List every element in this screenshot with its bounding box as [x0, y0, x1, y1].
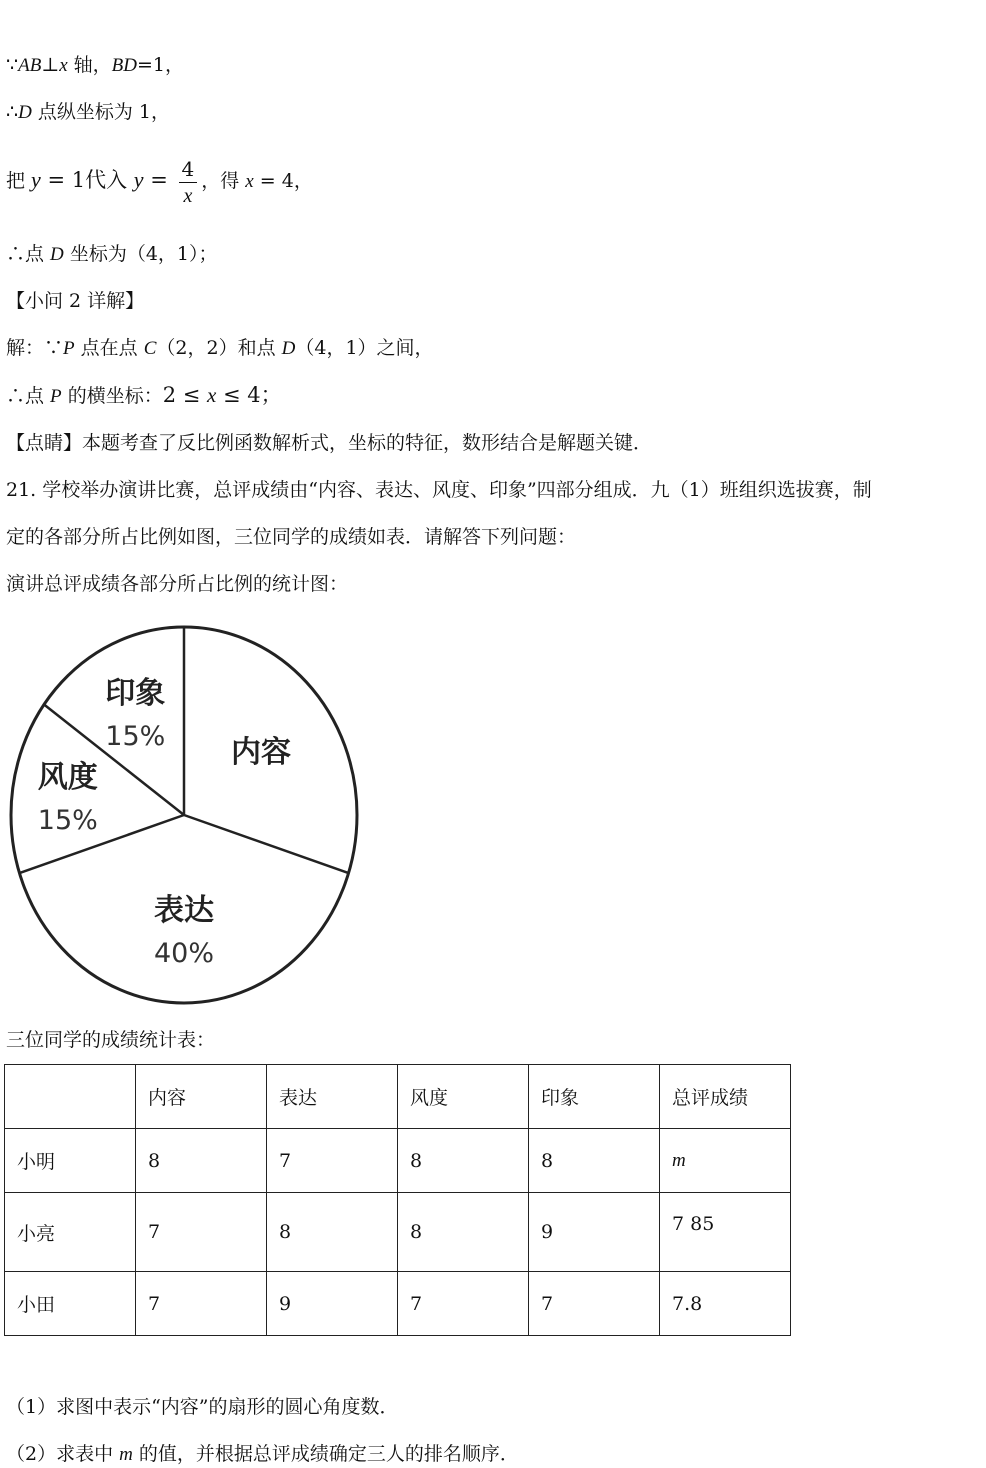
line-p-between: 解：∵P 点在点 C（2，2）和点 D（4，1）之间，	[6, 337, 434, 359]
table-header-row	[5, 1065, 791, 1129]
student-name: 小亮	[5, 1193, 136, 1272]
chart-caption: 演讲总评成绩各部分所占比例的统计图：	[6, 573, 349, 595]
scores-table	[4, 1064, 791, 1336]
pie-slice-label: 内容	[230, 735, 291, 771]
line-d-coordinate: ∴点 D 坐标为（4，1）；	[6, 243, 218, 265]
pie-slice-value: 15%	[37, 805, 98, 837]
subquestion-2-heading: 【小问 2 详解】	[6, 290, 145, 312]
table-cell: 7	[136, 1272, 267, 1336]
question-part-1: （1）求图中表示“内容”的扇形的圆心角度数．	[6, 1396, 399, 1418]
line-ab-perp: ∵AB⊥x 轴，BD=1，	[6, 54, 185, 76]
header-cell: 表达	[267, 1065, 398, 1129]
header-cell: 风度	[398, 1065, 529, 1129]
line-d-ordinate: ∴D 点纵坐标为 1，	[6, 101, 170, 123]
student-name: 小田	[5, 1272, 136, 1336]
table-cell: 8	[398, 1129, 529, 1193]
pie-slice-label: 印象	[105, 676, 166, 712]
question-part-2: （2）求表中 m 的值，并根据总评成绩确定三人的排名顺序．	[6, 1443, 519, 1465]
table-cell: 8	[267, 1193, 398, 1272]
header-cell: 内容	[136, 1065, 267, 1129]
header-cell: 总评成绩	[660, 1065, 791, 1129]
table-cell: 7	[267, 1129, 398, 1193]
pie-chart	[0, 615, 380, 1015]
table-cell: 7	[529, 1272, 660, 1336]
fraction-4-over-x: $\frac{4}{x}$	[179, 156, 198, 209]
table-row	[5, 1129, 791, 1193]
pie-slice-boundary	[184, 815, 349, 873]
table-cell: 7.8	[660, 1272, 791, 1336]
table-cell: 8	[136, 1129, 267, 1193]
student-name: 小明	[5, 1129, 136, 1193]
table-cell: 7 85	[660, 1193, 791, 1272]
table-row	[5, 1193, 791, 1272]
pie-slice-label: 风度	[37, 760, 98, 796]
table-cell: 7	[398, 1272, 529, 1336]
table-cell: 8	[398, 1193, 529, 1272]
table-cell: 7	[136, 1193, 267, 1272]
pie-slice-value: 15%	[105, 721, 166, 753]
comment-line: 【点睛】本题考查了反比例函数解析式，坐标的特征，数形结合是解题关键．	[6, 432, 653, 454]
table-row	[5, 1272, 791, 1336]
header-cell: 印象	[529, 1065, 660, 1129]
header-cell	[5, 1065, 136, 1129]
table-caption: 三位同学的成绩统计表：	[6, 1029, 216, 1051]
pie-slice-value: 40%	[153, 937, 215, 969]
table-cell: 9	[267, 1272, 398, 1336]
question-21-line-2: 定的各部分所占比例如图，三位同学的成绩如表．请解答下列问题：	[6, 526, 577, 548]
line-p-abscissa: ∴点 P 的横坐标：2 ≤ x ≤ 4；	[6, 383, 282, 407]
table-cell: 9	[529, 1193, 660, 1272]
question-21-line-1: 21. 学校举办演讲比赛，总评成绩由“内容、表达、风度、印象”四部分组成．九（1）班组织选拔赛，制	[6, 479, 872, 501]
line-substitute: 把 y = 1代入 y = $\frac{4}{x}$ ，得 x = 4，	[6, 156, 313, 207]
pie-slice-label: 表达	[154, 892, 214, 928]
table-cell: 8	[529, 1129, 660, 1193]
table-cell: m	[660, 1129, 791, 1193]
